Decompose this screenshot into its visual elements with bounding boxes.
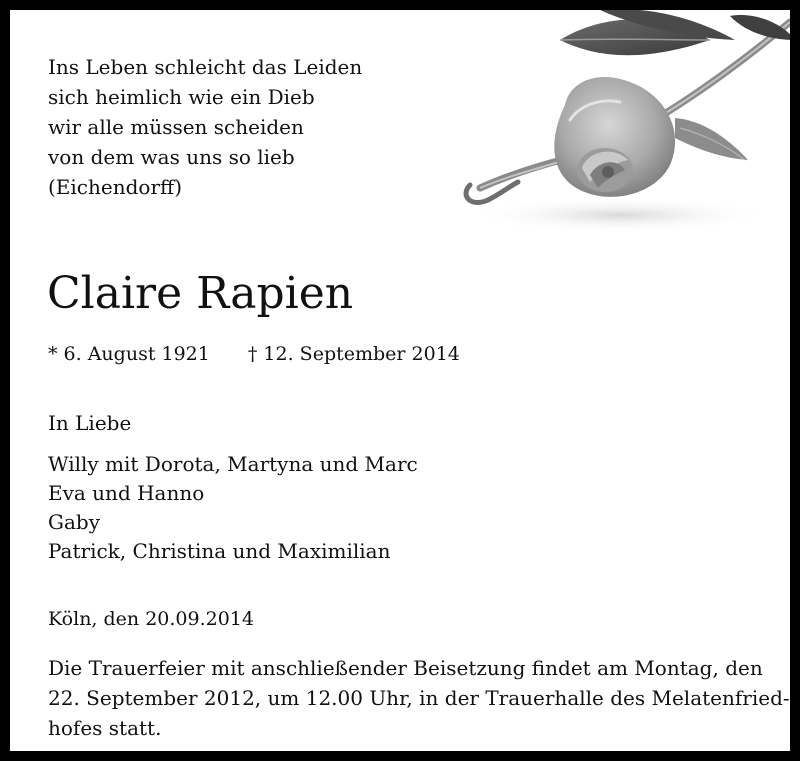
funeral-line: Die Trauerfeier mit anschließender Beisetzung findet am Montag, den [48,656,763,680]
funeral-line: 22. September 2012, um 12.00 Uhr, in der Trauerhalle des Melatenfried- [48,686,790,710]
funeral-info [48,653,790,743]
poem-line: sich heimlich wie ein Dieb [48,85,315,109]
poem-line: Ins Leben schleicht das Leiden [48,55,363,79]
poem-author: (Eichendorff) [48,175,183,199]
poem-line: wir alle müssen scheiden [48,115,304,139]
life-dates [48,340,460,368]
birth-date: * 6. August 1921 [48,343,210,365]
deceased-name: Claire Rapien [47,268,354,319]
poem [48,52,362,202]
death-date: † 12. September 2014 [247,343,460,365]
mourner-line: Patrick, Christina und Maximilian [48,539,391,563]
mourner-line: Eva und Hanno [48,481,205,505]
place-date: Köln, den 20.09.2014 [48,608,254,630]
mourners-intro: In Liebe [48,411,132,435]
mourners-list [48,450,418,566]
mourner-line: Gaby [48,510,101,534]
rose-icon [450,10,800,240]
poem-line: von dem was uns so lieb [48,145,295,169]
mourner-line: Willy mit Dorota, Martyna und Marc [48,452,418,476]
funeral-line: hofes statt. [48,716,162,740]
